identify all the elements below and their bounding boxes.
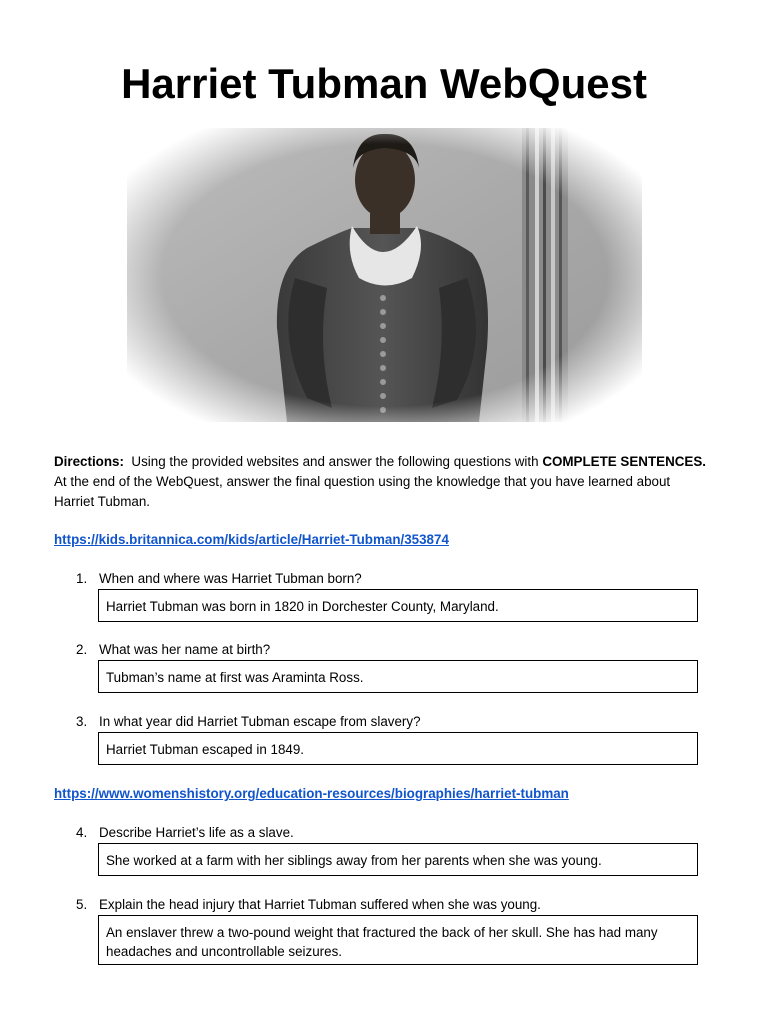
question-text: When and where was Harriet Tubman born? — [99, 571, 362, 586]
directions-text-1: Using the provided websites and answer the following questions with — [131, 454, 539, 469]
question-number: 4. — [76, 825, 88, 840]
question-text: Describe Harriet’s life as a slave. — [99, 825, 294, 840]
directions-text-2: At the end of the WebQuest, answer the final question using the knowledge that you have learned about Harriet Tubman. — [54, 474, 671, 509]
question-2 — [76, 641, 270, 659]
question-4 — [76, 824, 294, 842]
answer-box-1[interactable]: Harriet Tubman was born in 1820 in Dorchester County, Maryland. — [98, 589, 698, 622]
answer-box-3[interactable]: Harriet Tubman escaped in 1849. — [98, 732, 698, 765]
answer-box-2[interactable]: Tubman’s name at first was Araminta Ross. — [98, 660, 698, 693]
question-text: What was her name at birth? — [99, 642, 271, 657]
question-3 — [76, 713, 421, 731]
question-text: Explain the head injury that Harriet Tubman suffered when she was young. — [99, 897, 541, 912]
question-number: 5. — [76, 897, 88, 912]
question-text: In what year did Harriet Tubman escape from slavery? — [99, 714, 421, 729]
womens-history-link[interactable]: https://www.womenshistory.org/education-resources/biographies/harriet-tubman — [54, 786, 569, 801]
answer-box-4[interactable]: She worked at a farm with her siblings away from her parents when she was young. — [98, 843, 698, 876]
question-number: 1. — [76, 571, 88, 586]
britannica-link[interactable]: https://kids.britannica.com/kids/article/Harriet-Tubman/353874 — [54, 532, 449, 547]
directions-emphasis: COMPLETE SENTENCES. — [542, 454, 706, 469]
page-title: Harriet Tubman WebQuest — [121, 60, 647, 107]
directions-label: Directions: — [54, 454, 124, 469]
question-number: 3. — [76, 714, 88, 729]
portrait-photo — [127, 128, 642, 422]
directions-paragraph — [54, 452, 714, 512]
question-1 — [76, 570, 362, 588]
answer-box-5[interactable]: An enslaver threw a two-pound weight that fractured the back of her skull. She has had many headaches and uncontrollable seizures. — [98, 915, 698, 965]
question-5 — [76, 896, 541, 914]
question-number: 2. — [76, 642, 88, 657]
